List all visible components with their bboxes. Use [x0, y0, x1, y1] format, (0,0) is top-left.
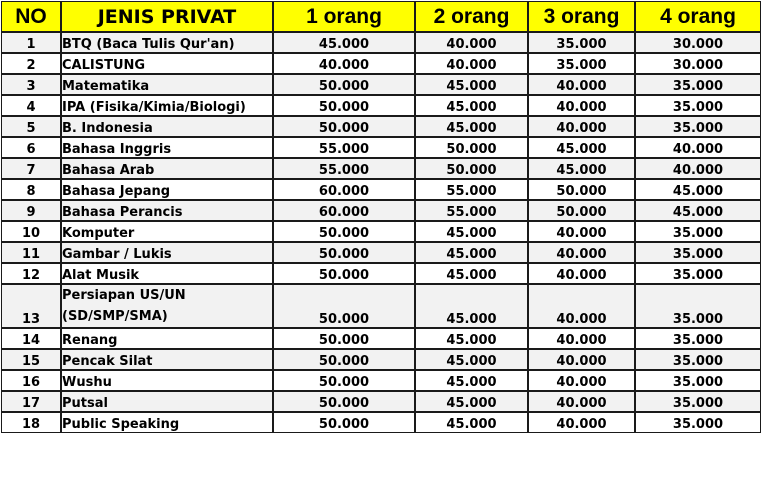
cell-price-4-orang: 35.000 — [635, 242, 761, 263]
cell-jenis-privat: Bahasa Jepang — [61, 179, 273, 200]
cell-price-4-orang: 30.000 — [635, 53, 761, 74]
cell-price-4-orang: 45.000 — [635, 200, 761, 221]
cell-price-2-orang: 45.000 — [415, 370, 528, 391]
cell-price-1-orang: 50.000 — [273, 263, 415, 284]
cell-price-1-orang: 55.000 — [273, 158, 415, 179]
cell-jenis-privat: Public Speaking — [61, 412, 273, 433]
cell-price-1-orang: 50.000 — [273, 349, 415, 370]
cell-price-2-orang: 45.000 — [415, 95, 528, 116]
cell-price-2-orang: 45.000 — [415, 116, 528, 137]
cell-no: 10 — [1, 221, 61, 242]
cell-price-1-orang: 50.000 — [273, 116, 415, 137]
cell-jenis-privat: Persiapan US/UN (SD/SMP/SMA) — [61, 284, 273, 328]
cell-price-4-orang: 35.000 — [635, 349, 761, 370]
cell-price-4-orang: 35.000 — [635, 95, 761, 116]
cell-jenis-privat: BTQ (Baca Tulis Qur'an) — [61, 32, 273, 53]
table-row — [1, 328, 761, 349]
cell-no: 7 — [1, 158, 61, 179]
cell-jenis-privat: CALISTUNG — [61, 53, 273, 74]
cell-price-1-orang: 60.000 — [273, 179, 415, 200]
price-table — [1, 1, 761, 433]
header-row — [1, 1, 761, 32]
table-row — [1, 284, 761, 328]
cell-jenis-privat: Renang — [61, 328, 273, 349]
table-row — [1, 200, 761, 221]
cell-price-2-orang: 45.000 — [415, 328, 528, 349]
cell-price-2-orang: 45.000 — [415, 242, 528, 263]
cell-price-4-orang: 40.000 — [635, 158, 761, 179]
cell-price-3-orang: 40.000 — [528, 116, 635, 137]
cell-price-1-orang: 40.000 — [273, 53, 415, 74]
cell-price-3-orang: 45.000 — [528, 158, 635, 179]
header-3-orang: 3 orang — [528, 1, 635, 32]
table-row — [1, 263, 761, 284]
cell-jenis-privat: Alat Musik — [61, 263, 273, 284]
cell-price-2-orang: 55.000 — [415, 179, 528, 200]
cell-price-3-orang: 40.000 — [528, 95, 635, 116]
cell-price-3-orang: 40.000 — [528, 242, 635, 263]
cell-price-3-orang: 50.000 — [528, 179, 635, 200]
cell-price-2-orang: 45.000 — [415, 284, 528, 328]
cell-price-1-orang: 50.000 — [273, 242, 415, 263]
cell-jenis-privat: Pencak Silat — [61, 349, 273, 370]
cell-jenis-privat: B. Indonesia — [61, 116, 273, 137]
header-jenis-privat: JENIS PRIVAT — [61, 1, 273, 32]
cell-price-3-orang: 40.000 — [528, 370, 635, 391]
cell-price-2-orang: 45.000 — [415, 263, 528, 284]
cell-jenis-privat: IPA (Fisika/Kimia/Biologi) — [61, 95, 273, 116]
cell-price-3-orang: 40.000 — [528, 221, 635, 242]
cell-price-1-orang: 50.000 — [273, 412, 415, 433]
cell-price-2-orang: 55.000 — [415, 200, 528, 221]
table-row — [1, 412, 761, 433]
cell-price-1-orang: 50.000 — [273, 221, 415, 242]
cell-price-1-orang: 50.000 — [273, 284, 415, 328]
cell-no: 13 — [1, 284, 61, 328]
cell-price-3-orang: 40.000 — [528, 284, 635, 328]
cell-price-1-orang: 55.000 — [273, 137, 415, 158]
cell-price-4-orang: 35.000 — [635, 391, 761, 412]
cell-no: 14 — [1, 328, 61, 349]
cell-price-3-orang: 40.000 — [528, 74, 635, 95]
table-header — [1, 1, 761, 32]
table-row — [1, 116, 761, 137]
table-row — [1, 221, 761, 242]
cell-price-4-orang: 35.000 — [635, 284, 761, 328]
table-row — [1, 158, 761, 179]
cell-price-2-orang: 45.000 — [415, 221, 528, 242]
cell-price-3-orang: 35.000 — [528, 53, 635, 74]
cell-jenis-privat: Wushu — [61, 370, 273, 391]
cell-price-1-orang: 50.000 — [273, 328, 415, 349]
table-row — [1, 137, 761, 158]
cell-price-3-orang: 45.000 — [528, 137, 635, 158]
cell-price-3-orang: 40.000 — [528, 263, 635, 284]
cell-price-4-orang: 45.000 — [635, 179, 761, 200]
cell-price-4-orang: 35.000 — [635, 370, 761, 391]
cell-no: 5 — [1, 116, 61, 137]
cell-jenis-privat: Putsal — [61, 391, 273, 412]
cell-price-1-orang: 50.000 — [273, 74, 415, 95]
cell-jenis-privat: Bahasa Inggris — [61, 137, 273, 158]
cell-jenis-privat: Bahasa Arab — [61, 158, 273, 179]
cell-price-3-orang: 35.000 — [528, 32, 635, 53]
cell-price-4-orang: 30.000 — [635, 32, 761, 53]
cell-price-3-orang: 40.000 — [528, 328, 635, 349]
table-row — [1, 242, 761, 263]
cell-price-1-orang: 50.000 — [273, 391, 415, 412]
cell-no: 17 — [1, 391, 61, 412]
header-2-orang: 2 orang — [415, 1, 528, 32]
cell-price-1-orang: 50.000 — [273, 370, 415, 391]
cell-no: 15 — [1, 349, 61, 370]
cell-price-3-orang: 50.000 — [528, 200, 635, 221]
cell-price-2-orang: 45.000 — [415, 391, 528, 412]
table-row — [1, 74, 761, 95]
cell-price-4-orang: 35.000 — [635, 263, 761, 284]
header-4-orang: 4 orang — [635, 1, 761, 32]
cell-price-3-orang: 40.000 — [528, 349, 635, 370]
cell-price-3-orang: 40.000 — [528, 391, 635, 412]
cell-no: 6 — [1, 137, 61, 158]
cell-jenis-privat: Komputer — [61, 221, 273, 242]
cell-no: 18 — [1, 412, 61, 433]
table-body — [1, 32, 761, 433]
cell-price-2-orang: 45.000 — [415, 74, 528, 95]
cell-jenis-privat: Gambar / Lukis — [61, 242, 273, 263]
cell-price-2-orang: 40.000 — [415, 53, 528, 74]
table-row — [1, 95, 761, 116]
cell-jenis-privat: Bahasa Perancis — [61, 200, 273, 221]
cell-price-1-orang: 45.000 — [273, 32, 415, 53]
header-1-orang: 1 orang — [273, 1, 415, 32]
cell-price-4-orang: 35.000 — [635, 412, 761, 433]
table-row — [1, 53, 761, 74]
cell-no: 11 — [1, 242, 61, 263]
cell-jenis-privat: Matematika — [61, 74, 273, 95]
cell-no: 9 — [1, 200, 61, 221]
table-row — [1, 391, 761, 412]
table-row — [1, 179, 761, 200]
cell-price-2-orang: 40.000 — [415, 32, 528, 53]
cell-price-2-orang: 50.000 — [415, 158, 528, 179]
cell-no: 8 — [1, 179, 61, 200]
cell-no: 2 — [1, 53, 61, 74]
cell-price-4-orang: 35.000 — [635, 328, 761, 349]
cell-price-2-orang: 50.000 — [415, 137, 528, 158]
cell-no: 12 — [1, 263, 61, 284]
table-row — [1, 32, 761, 53]
cell-price-1-orang: 60.000 — [273, 200, 415, 221]
cell-price-1-orang: 50.000 — [273, 95, 415, 116]
cell-price-2-orang: 45.000 — [415, 412, 528, 433]
cell-no: 3 — [1, 74, 61, 95]
cell-no: 16 — [1, 370, 61, 391]
cell-price-4-orang: 40.000 — [635, 137, 761, 158]
cell-price-4-orang: 35.000 — [635, 221, 761, 242]
cell-price-4-orang: 35.000 — [635, 116, 761, 137]
table-row — [1, 349, 761, 370]
header-no: NO — [1, 1, 61, 32]
cell-price-2-orang: 45.000 — [415, 349, 528, 370]
cell-price-3-orang: 40.000 — [528, 412, 635, 433]
cell-no: 1 — [1, 32, 61, 53]
table-row — [1, 370, 761, 391]
cell-no: 4 — [1, 95, 61, 116]
cell-price-4-orang: 35.000 — [635, 74, 761, 95]
